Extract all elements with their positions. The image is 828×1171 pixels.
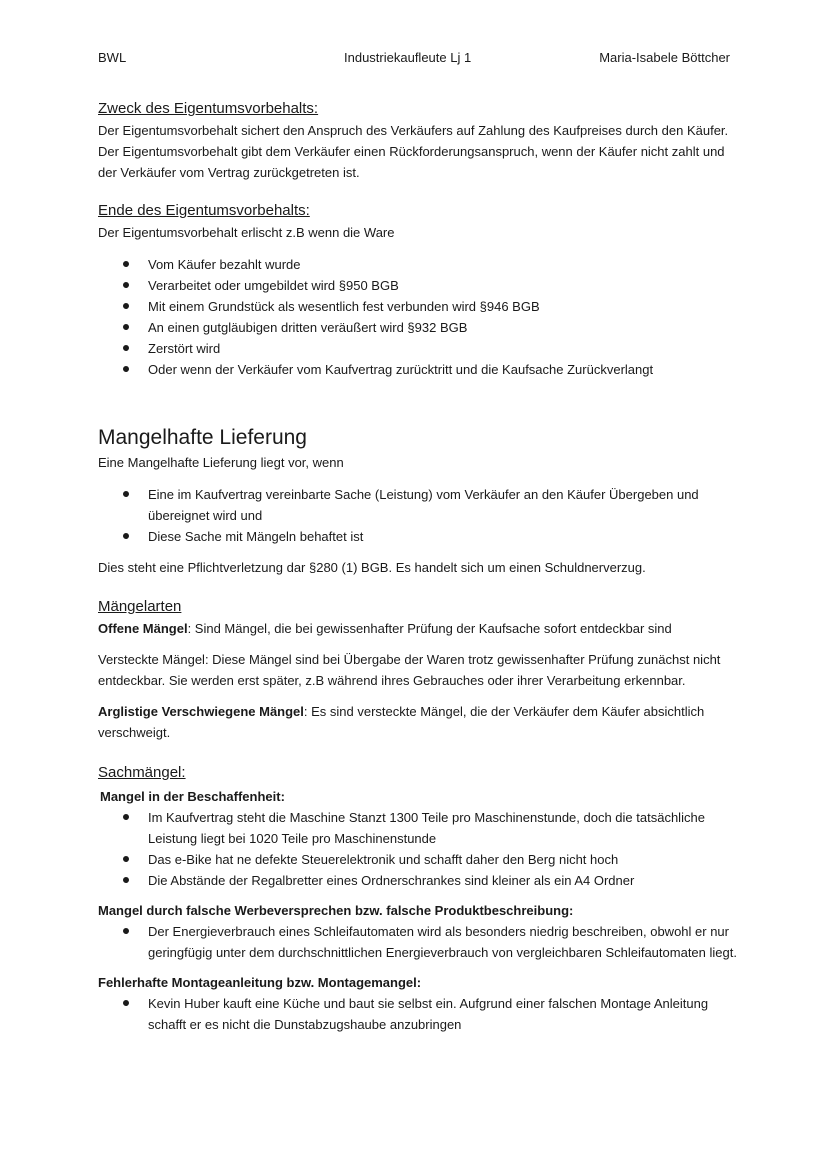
ende-list xyxy=(98,254,738,380)
ende-intro: Der Eigentumsvorbehalt erlischt z.B wenn die Ware xyxy=(98,225,395,240)
arglistige-maengel: Arglistige Verschwiegene Mängel: Es sind versteckte Mängel, die der Verkäufer dem Käufer absichtlich verschweigt. xyxy=(98,704,705,740)
arglistig-label: Arglistige Verschwiegene Mängel xyxy=(98,704,304,719)
document-body xyxy=(98,98,738,1035)
list-item: Mit einem Grundstück als wesentlich fest verbunden wird §946 BGB xyxy=(98,296,738,317)
list-item: Kevin Huber kauft eine Küche und baut sie selbst ein. Aufgrund einer falschen Montage Anleitung schafft er es nicht die Dunstabzugshaube anzubringen xyxy=(98,993,738,1035)
mangelhaft-heading: Mangelhafte Lieferung xyxy=(98,426,307,449)
montage-label: Fehlerhafte Montageanleitung bzw. Montagemangel: xyxy=(98,975,422,990)
bullet-icon xyxy=(123,303,129,309)
sachmaengel-heading: Sachmängel: xyxy=(98,764,186,781)
mangelhaft-note: Dies steht eine Pflichtverletzung dar §280 (1) BGB. Es handelt sich um einen Schuldnerverzug. xyxy=(98,560,646,575)
list-item: Oder wenn der Verkäufer vom Kaufvertrag zurücktritt und die Kaufsache Zurückverlangt xyxy=(98,359,738,380)
list-item: Vom Käufer bezahlt wurde xyxy=(98,254,738,275)
montage-list xyxy=(98,993,738,1035)
ende-heading: Ende des Eigentumsvorbehalts: xyxy=(98,202,310,219)
page-header xyxy=(98,50,730,70)
list-item: Das e-Bike hat ne defekte Steuerelektronik und schafft daher den Berg nicht hoch xyxy=(98,849,738,870)
header-course: Industriekaufleute Lj 1 xyxy=(344,50,472,65)
list-item: Die Abstände der Regalbretter eines Ordnerschrankes sind kleiner als ein A4 Ordner xyxy=(98,870,738,891)
bullet-icon xyxy=(123,491,129,497)
zweck-text: Der Eigentumsvorbehalt sichert den Anspruch des Verkäufers auf Zahlung des Kaufpreises durch den Käufer. Der Eigentumsvorbehalt gibt dem Verkäufer einen Rückforderungsanspruch, wenn der Käufer nicht zahlt und der Verkäufer vom Vertrag zurückgetreten ist. xyxy=(98,123,729,180)
bullet-icon xyxy=(123,366,129,372)
mangelhaft-list xyxy=(98,484,738,547)
list-item: An einen gutgläubigen dritten veräußert wird §932 BGB xyxy=(98,317,738,338)
bullet-icon xyxy=(123,856,129,862)
bullet-icon xyxy=(123,1000,129,1006)
beschaffenheit-label: Mangel in der Beschaffenheit: xyxy=(100,789,285,804)
bullet-icon xyxy=(123,928,129,934)
mangelhaft-intro: Eine Mangelhafte Lieferung liegt vor, wenn xyxy=(98,455,344,470)
beschaffenheit-list xyxy=(98,807,738,891)
werbung-label: Mangel durch falsche Werbeversprechen bzw. falsche Produktbeschreibung: xyxy=(98,903,574,918)
bullet-icon xyxy=(123,877,129,883)
maengelarten-heading: Mängelarten xyxy=(98,598,182,615)
header-subject: BWL xyxy=(98,50,127,65)
list-item: Zerstört wird xyxy=(98,338,738,359)
list-item: Eine im Kaufvertrag vereinbarte Sache (Leistung) vom Verkäufer an den Käufer Übergeben und übereignet wird und xyxy=(98,484,738,526)
list-item: Im Kaufvertrag steht die Maschine Stanzt 1300 Teile pro Maschinenstunde, doch die tatsächliche Leistung liegt bei 1020 Teile pro Maschinenstunde xyxy=(98,807,738,849)
list-item: Der Energieverbrauch eines Schleifautomaten wird als besonders niedrig beschreiben, obwohl er nur geringfügig unter dem durchschnittlichen Energieverbrauch von vergleichbaren Schleifautomaten liegt. xyxy=(98,921,738,963)
versteckte-maengel: Versteckte Mängel: Diese Mängel sind bei Übergabe der Waren trotz gewissenhafter Prüfung zunächst nicht entdeckbar. Sie werden erst später, z.B während ihres Gebrauches oder ihrer Verarbeitung erkennbar. xyxy=(98,652,721,688)
bullet-icon xyxy=(123,282,129,288)
bullet-icon xyxy=(123,324,129,330)
bullet-icon xyxy=(123,814,129,820)
werbung-list xyxy=(98,921,738,963)
bullet-icon xyxy=(123,345,129,351)
list-item: Diese Sache mit Mängeln behaftet ist xyxy=(98,526,738,547)
offene-label: Offene Mängel xyxy=(98,621,188,636)
bullet-icon xyxy=(123,533,129,539)
list-item: Verarbeitet oder umgebildet wird §950 BGB xyxy=(98,275,738,296)
bullet-icon xyxy=(123,261,129,267)
header-author: Maria-Isabele Böttcher xyxy=(599,50,730,65)
offene-maengel: Offene Mängel: Sind Mängel, die bei gewissenhafter Prüfung der Kaufsache sofort entdeckbar sind xyxy=(98,621,672,636)
zweck-heading: Zweck des Eigentumsvorbehalts: xyxy=(98,100,319,117)
